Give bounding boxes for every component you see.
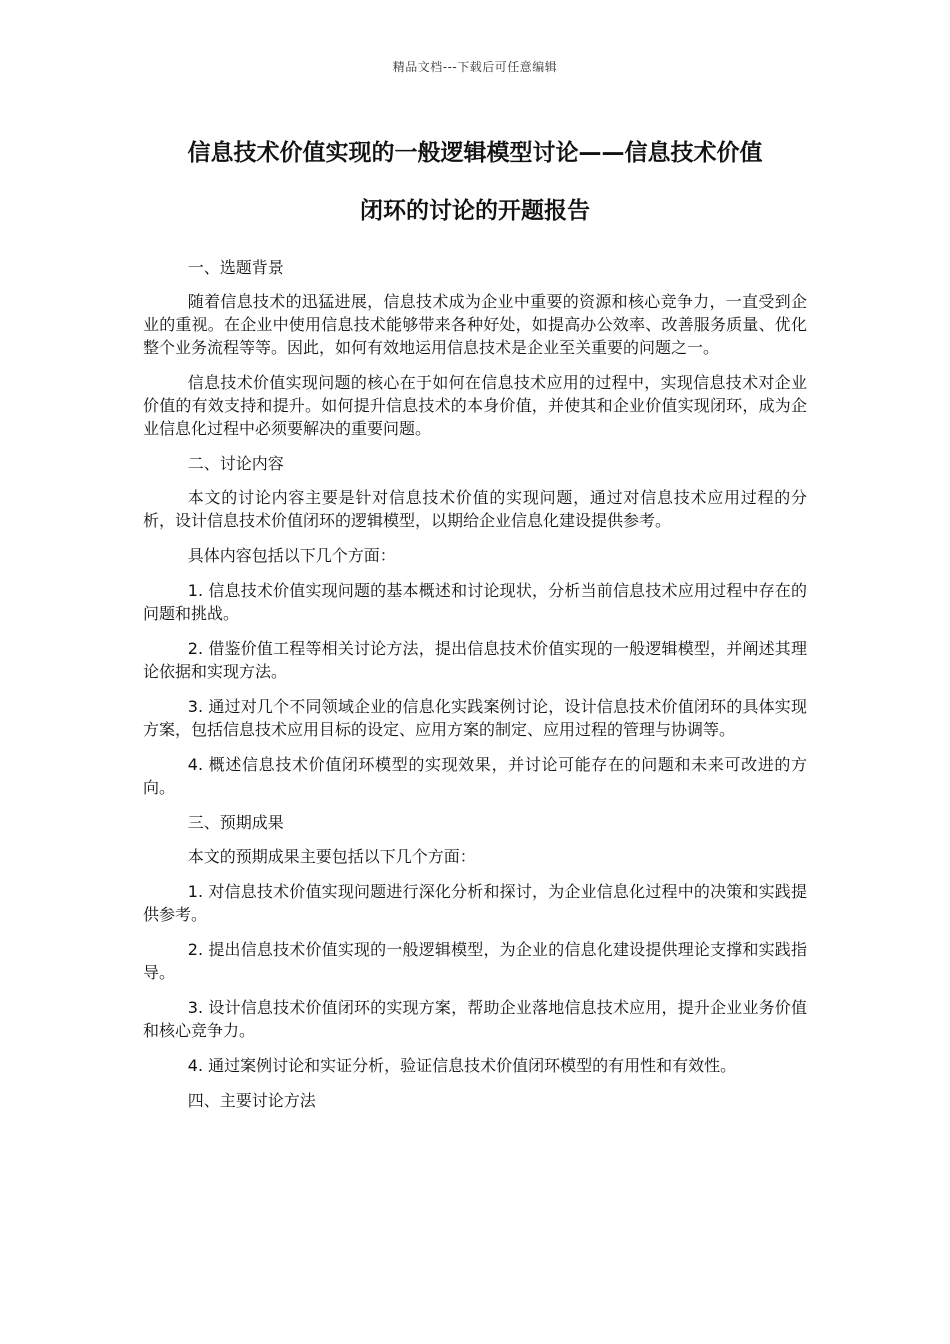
list-item: 2. 借鉴价值工程等相关讨论方法，提出信息技术价值实现的一般逻辑模型，并阐述其理论依据和实现方法。 xyxy=(143,639,807,681)
section-heading-background: 一、选题背景 xyxy=(187,258,284,277)
paragraph: 信息技术价值实现问题的核心在于如何在信息技术应用的过程中，实现信息技术对企业价值的有效支持和提升。如何提升信息技术的本身价值，并使其和企业价值实现闭环，成为企业信息化过程中必须要解决的重要问题。 xyxy=(143,373,807,438)
list-item: 3. 通过对几个不同领域企业的信息化实践案例讨论，设计信息技术价值闭环的具体实现方案，包括信息技术应用目标的设定、应用方案的制定、应用过程的管理与协调等。 xyxy=(143,697,807,739)
section-heading-outcomes: 三、预期成果 xyxy=(187,813,284,832)
paragraph: 本文的预期成果主要包括以下几个方面： xyxy=(187,847,476,866)
list-item: 2. 提出信息技术价值实现的一般逻辑模型，为企业的信息化建设提供理论支撑和实践指导。 xyxy=(143,940,807,982)
list-item: 3. 设计信息技术价值闭环的实现方案，帮助企业落地信息技术应用，提升企业业务价值和核心竞争力。 xyxy=(143,998,807,1040)
list-item: 4. 概述信息技术价值闭环模型的实现效果，并讨论可能存在的问题和未来可改进的方向。 xyxy=(143,755,807,797)
paragraph: 具体内容包括以下几个方面： xyxy=(187,546,396,565)
paragraph: 本文的讨论内容主要是针对信息技术价值的实现问题，通过对信息技术应用过程的分析，设计信息技术价值闭环的逻辑模型，以期给企业信息化建设提供参考。 xyxy=(143,488,807,530)
header-note: 精品文档---下载后可任意编辑 xyxy=(392,60,558,74)
title-line-2: 闭环的讨论的开题报告 xyxy=(360,198,590,224)
document-body xyxy=(143,256,807,1123)
list-item: 1. 信息技术价值实现问题的基本概述和讨论现状，分析当前信息技术应用过程中存在的问题和挑战。 xyxy=(143,581,807,623)
list-item: 4. 通过案例讨论和实证分析，验证信息技术价值闭环模型的有用性和有效性。 xyxy=(187,1056,737,1075)
list-item: 1. 对信息技术价值实现问题进行深化分析和探讨，为企业信息化过程中的决策和实践提供参考。 xyxy=(143,882,807,924)
document-title xyxy=(140,124,810,240)
section-heading-methods: 四、主要讨论方法 xyxy=(187,1091,316,1110)
paragraph: 随着信息技术的迅猛进展，信息技术成为企业中重要的资源和核心竞争力，一直受到企业的重视。在企业中使用信息技术能够带来各种好处，如提高办公效率、改善服务质量、优化整个业务流程等等。因此，如何有效地运用信息技术是企业至关重要的问题之一。 xyxy=(143,292,807,357)
title-line-1: 信息技术价值实现的一般逻辑模型讨论——信息技术价值 xyxy=(187,140,763,166)
section-heading-content: 二、讨论内容 xyxy=(187,454,284,473)
